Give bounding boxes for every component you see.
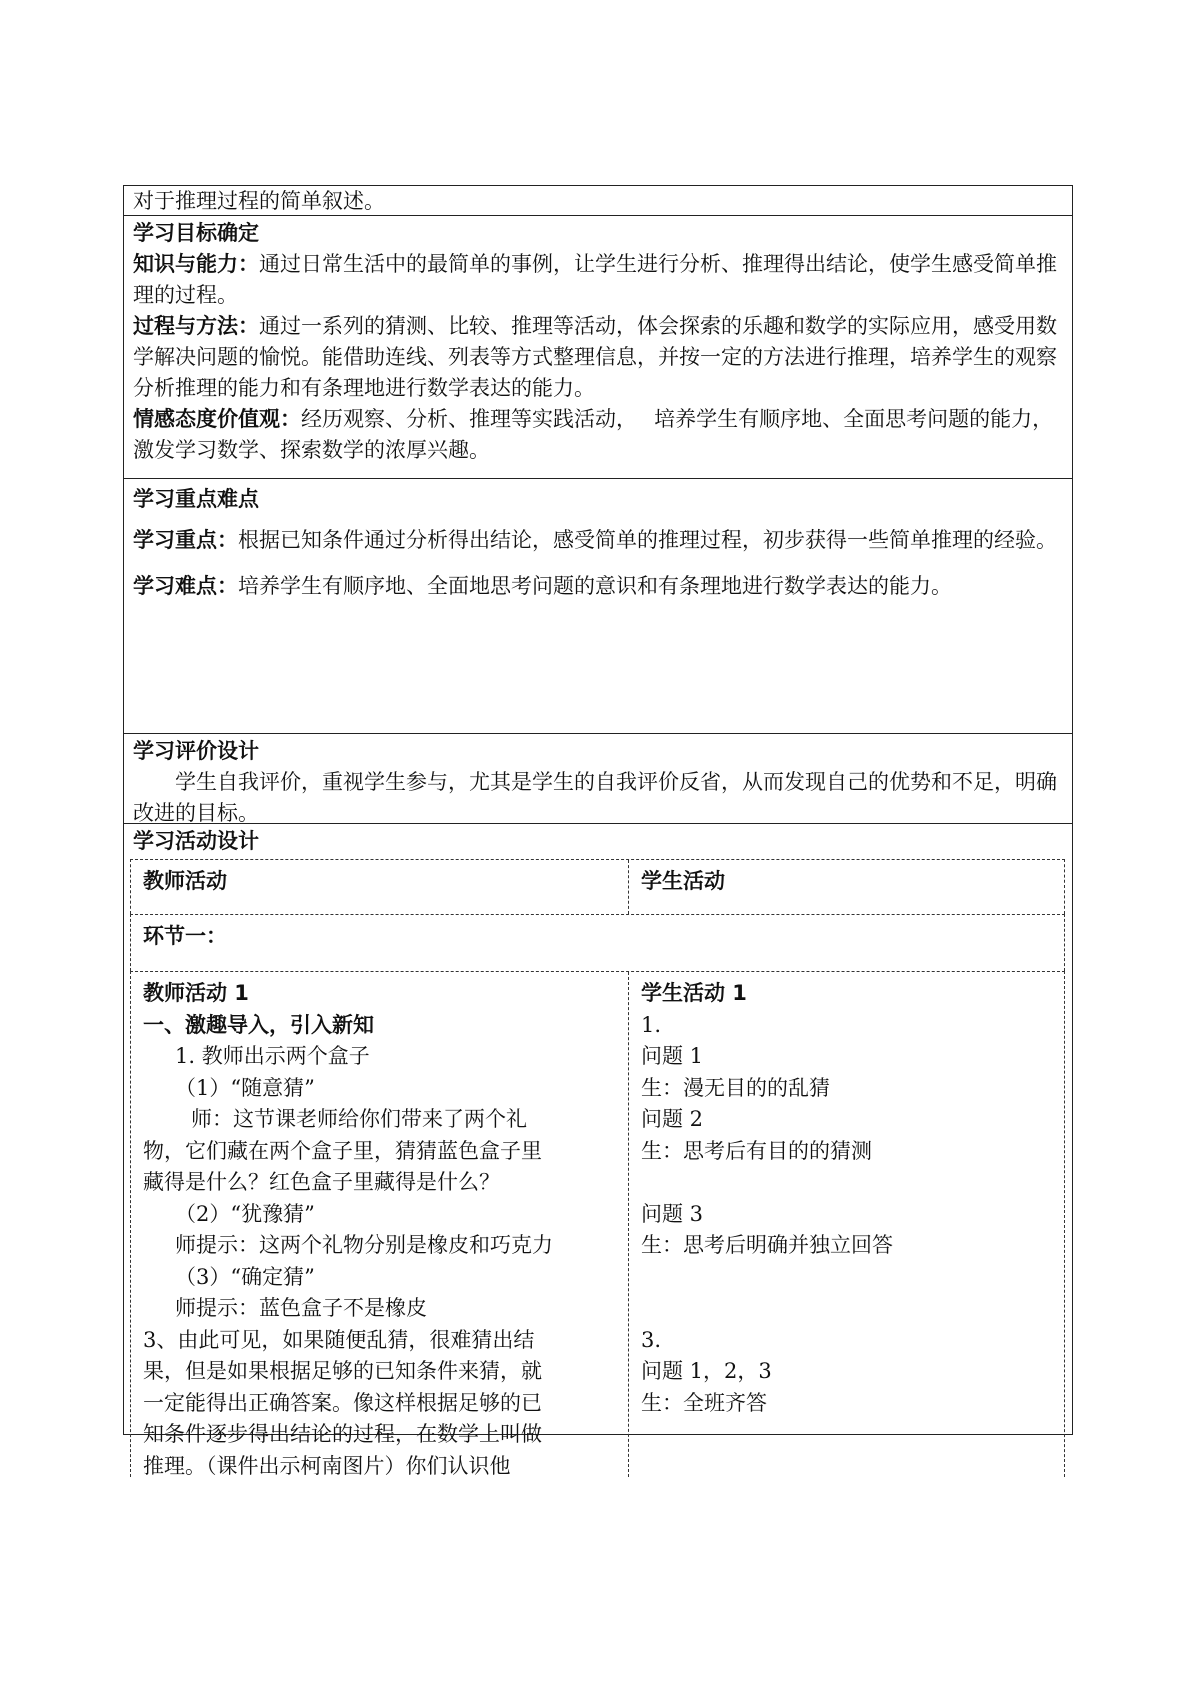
student-line: 3. [641,1327,662,1352]
teacher-line: （1）“随意猜” [175,1075,315,1100]
teacher-line: 藏得是什么？红色盒子里藏得是什么？ [143,1170,500,1194]
objectives-title: 学习目标确定 [133,221,259,245]
student-line: 生：漫无目的的乱猜 [641,1075,830,1100]
student-activity-col [629,972,1064,1477]
keypoints-cell [123,479,1073,734]
teacher-header: 教师活动 [131,860,629,914]
keypoints-title: 学习重点难点 [133,487,259,511]
activities-body-row [130,971,1065,1477]
teacher-line: （2）“犹豫猜” [175,1201,315,1226]
teacher-line: 一定能得出正确答案。像这样根据足够的已 [143,1390,542,1415]
section-label: 环节一： [143,924,227,948]
evaluation-title: 学习评价设计 [133,739,259,763]
student-line: 问题 1 [641,1044,704,1068]
student-line-blank [641,1167,1056,1199]
teacher-line: 一、激趣导入，引入新知 [143,1012,374,1037]
student-header: 学生活动 [641,869,725,893]
student-line-blank [641,1293,1056,1325]
student-activity-title: 学生活动 1 [641,981,747,1005]
student-line: 生：思考后有目的的猜测 [641,1138,872,1163]
objective-knowledge: 知识与能力：通过日常生活中的最简单的事例，让学生进行分析、推理得出结论，使学生感受简单推理的过程。 [133,252,1057,307]
student-line: 问题 1，2，3 [641,1359,772,1383]
teacher-line: 师提示：蓝色盒子不是橡皮 [175,1296,427,1320]
lesson-plan-table [123,185,1073,1478]
activities-title: 学习活动设计 [133,829,259,853]
evaluation-cell [123,734,1073,824]
teacher-line: 物，它们藏在两个盒子里，猜猜蓝色盒子里 [143,1138,542,1163]
teacher-line: 推理。（课件出示柯南图片）你们认识他 [143,1453,511,1478]
activities-cell [123,824,1073,1478]
teacher-line: 知条件逐步得出结论的过程，在数学上叫做 [143,1422,542,1446]
keypoint-difficulty: 学习难点：培养学生有顺序地、全面地思考问题的意识和有条理地进行数学表达的能力。 [133,574,952,598]
activities-inner-table [130,859,1065,1477]
teacher-activity-col [131,972,629,1477]
evaluation-text: 学生自我评价，重视学生参与，尤其是学生的自我评价反省，从而发现自己的优势和不足，明确改进的目标。 [133,770,1057,825]
student-line: 1. [641,1012,662,1037]
student-line: 生：全班齐答 [641,1390,767,1415]
teacher-line: 师提示：这两个礼物分别是橡皮和巧克力 [175,1233,553,1257]
activities-header-row [130,859,1065,914]
teacher-line: 3、由此可见，如果随便乱猜，很难猜出结 [143,1327,535,1352]
teacher-line: 1. 教师出示两个盒子 [175,1044,370,1068]
objectives-cell [123,216,1073,479]
section-row [130,914,1065,971]
objective-process: 过程与方法：通过一系列的猜测、比较、推理等活动，体会探索的乐趣和数学的实际应用，感受用数学解决问题的愉悦。能借助连线、列表等方式整理信息，并按一定的方法进行推理，培养学生的观察分析推理的能力和有条理地进行数学表达的能力。 [133,314,1057,400]
teacher-line: （3）“确定猜” [175,1264,315,1289]
objective-attitude: 情感态度价值观：经历观察、分析、推理等实践活动， 培养学生有顺序地、全面思考问题的能力，激发学习数学、探索数学的浓厚兴趣。 [133,407,1054,462]
teacher-line: 师：这节课老师给你们带来了两个礼 [191,1107,527,1131]
teacher-activity-title: 教师活动 1 [143,981,249,1005]
student-line: 生：思考后明确并独立回答 [641,1233,893,1257]
student-line: 问题 2 [641,1107,704,1131]
row-summary [123,185,1073,216]
teacher-line: 果，但是如果根据足够的已知条件来猜，就 [143,1359,542,1383]
student-line-blank [641,1262,1056,1294]
keypoint-focus: 学习重点：根据已知条件通过分析得出结论，感受简单的推理过程，初步获得一些简单推理的经验。 [133,528,1057,552]
student-line: 问题 3 [641,1201,704,1226]
summary-text: 对于推理过程的简单叙述。 [133,189,385,213]
